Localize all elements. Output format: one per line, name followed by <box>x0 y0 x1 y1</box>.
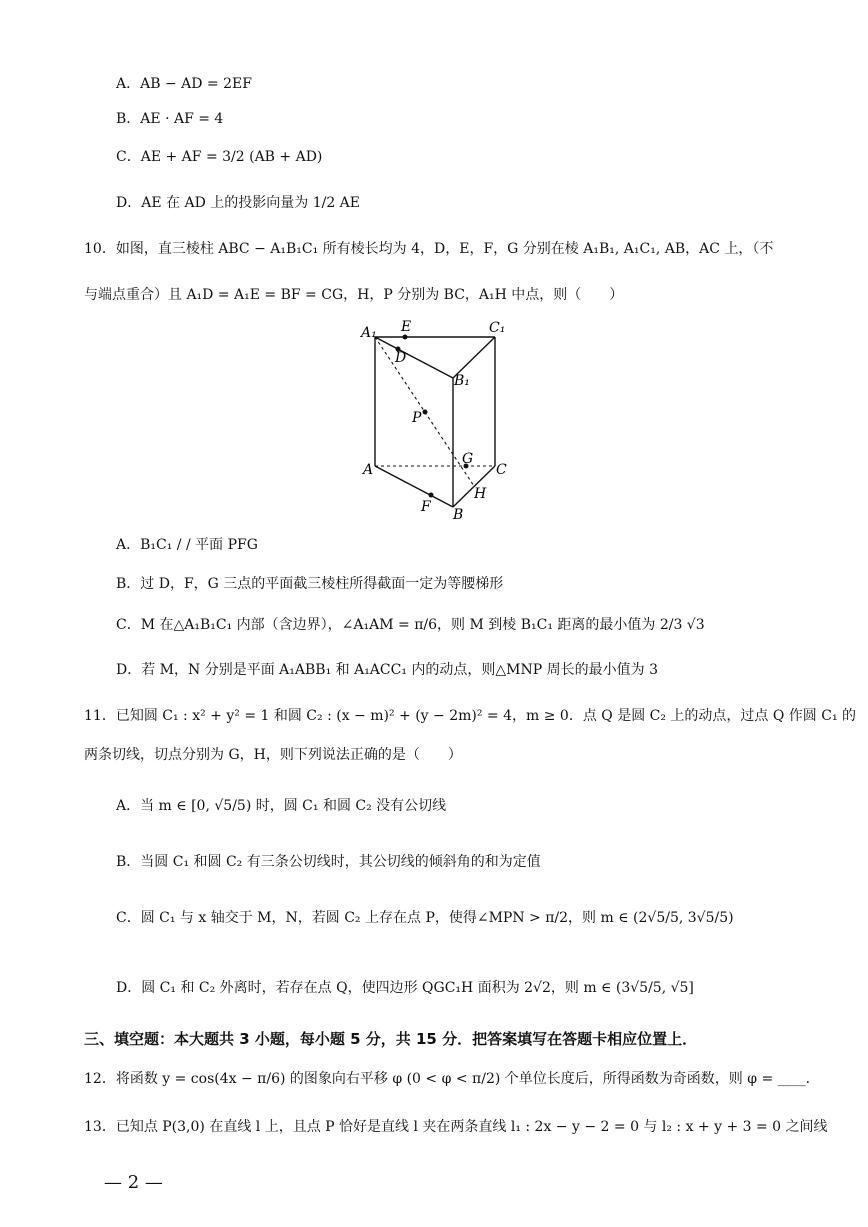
label-g: G <box>462 451 474 467</box>
q10-option-d: D．若 M，N 分别是平面 A₁ABB₁ 和 A₁ACC₁ 内的动点，则△MNP 周长的最小值为 3 <box>116 662 658 678</box>
label-d: D <box>395 350 407 366</box>
q11-option-c: C．圆 C₁ 与 x 轴交于 M，N，若圆 C₂ 上存在点 P，使得∠MPN > π/2，则 m ∈ (2√5/5, 3√5/5) <box>116 910 734 926</box>
label-c1: C₁ <box>489 320 506 336</box>
label-a: A <box>363 462 374 478</box>
q10-option-a: A．B₁C₁ / / 平面 PFG <box>116 537 258 553</box>
label-b: B <box>453 507 464 523</box>
q13-text: 13．已知点 P(3,0) 在直线 l 上，且点 P 恰好是直线 l 夹在两条直线 l₁ : 2x − y − 2 = 0 与 l₂ : x + y + 3 = 0 之间线 <box>84 1119 828 1135</box>
q11-stem-line1: 11．已知圆 C₁ : x² + y² = 1 和圆 C₂ : (x − m)² + (y − 2m)² = 4，m ≥ 0．点 Q 是圆 C₂ 上的动点，过点 Q 作圆 C₁ 的 <box>84 708 857 724</box>
q9-option-c: C．AE + AF = 3/2 (AB + AD) <box>116 149 323 165</box>
q11-option-a: A．当 m ∈ [0, √5/5) 时，圆 C₁ 和圆 C₂ 没有公切线 <box>116 798 447 814</box>
point-p <box>423 410 428 415</box>
q10-option-b: B．过 D，F，G 三点的平面截三棱柱所得截面一定为等腰梯形 <box>116 576 504 592</box>
prism-figure <box>355 318 525 523</box>
q9-option-a: A．AB − AD = 2EF <box>116 76 252 92</box>
q10-option-c: C．M 在△A₁B₁C₁ 内部（含边界），∠A₁AM = π/6，则 M 到棱 B₁C₁ 距离的最小值为 2/3 √3 <box>116 617 705 633</box>
label-p: P <box>412 410 422 426</box>
label-f: F <box>421 499 431 515</box>
q9-option-b: B．AE · AF = 4 <box>116 111 224 127</box>
q9-option-d: D．AE 在 AD 上的投影向量为 1/2 AE <box>116 195 361 211</box>
label-e: E <box>401 319 412 335</box>
label-a1: A₁ <box>361 325 377 341</box>
label-c: C <box>496 462 507 478</box>
point-e <box>403 335 408 340</box>
page-number: — 2 — <box>104 1172 163 1193</box>
label-h: H <box>474 486 487 502</box>
q11-stem-line2: 两条切线，切点分别为 G，H，则下列说法正确的是（ ） <box>84 747 462 763</box>
q10-stem-line2: 与端点重合）且 A₁D = A₁E = BF = CG，H，P 分别为 BC，A₁H 中点，则（ ） <box>84 287 624 303</box>
section-3-heading: 三、填空题：本大题共 3 小题，每小题 5 分，共 15 分．把答案填写在答题卡相应位置上． <box>84 1030 698 1048</box>
q10-stem-line1: 10．如图，直三棱柱 ABC − A₁B₁C₁ 所有棱长均为 4，D，E，F，G 分别在棱 A₁B₁, A₁C₁, AB，AC 上，（不 <box>84 241 774 257</box>
point-f <box>429 493 434 498</box>
label-b1: B₁ <box>454 373 470 389</box>
q11-option-d: D．圆 C₁ 和 C₂ 外离时，若存在点 Q，使四边形 QGC₁H 面积为 2√2，则 m ∈ (3√5/5, √5] <box>116 980 694 996</box>
q11-option-b: B．当圆 C₁ 和圆 C₂ 有三条公切线时，其公切线的倾斜角的和为定值 <box>116 854 541 870</box>
q12-text: 12．将函数 y = cos(4x − π/6) 的图象向右平移 φ (0 < φ < π/2) 个单位长度后，所得函数为奇函数，则 φ = ____． <box>84 1071 820 1087</box>
